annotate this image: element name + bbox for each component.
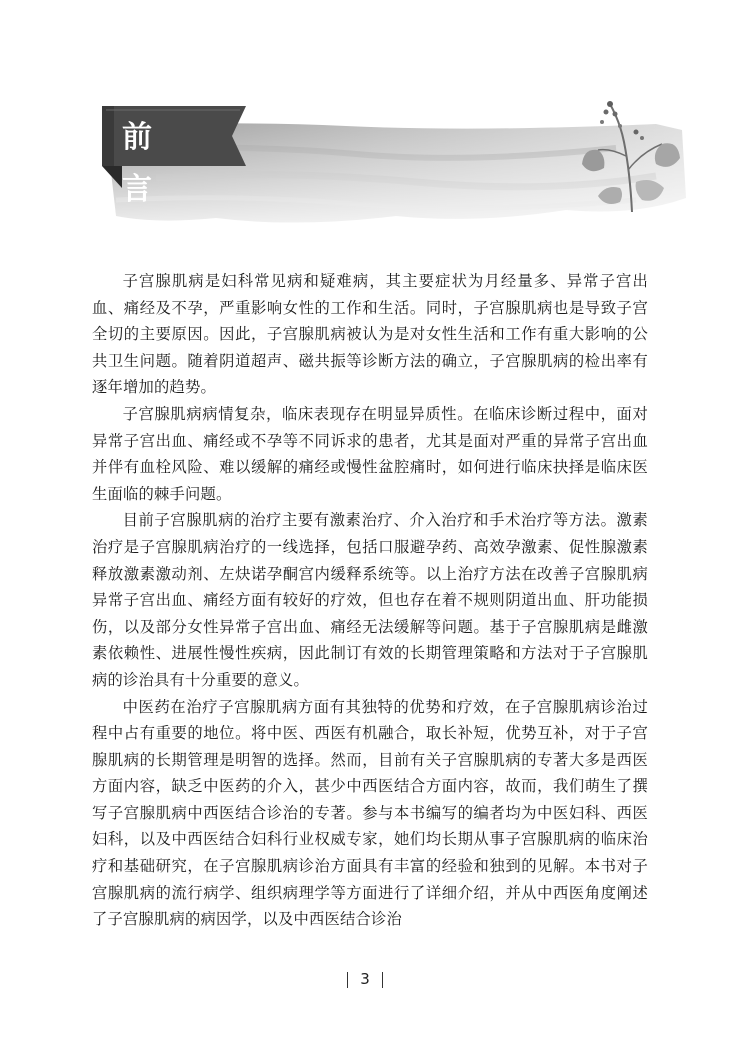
divider-right bbox=[382, 972, 383, 988]
page-number-footer bbox=[0, 970, 730, 988]
paragraph: 目前子宫腺肌病的治疗主要有激素治疗、介入治疗和手术治疗等方法。激素治疗是子宫腺肌病治疗的一线选择，包括口服避孕药、高效孕激素、促性腺激素释放激素激动剂、左炔诺孕酮宫内缓释系统等。以上治疗方法在改善子宫腺肌病异常子宫出血、痛经方面有较好的疗效，但也存在着不规则阴道出血、肝功能损伤，以及部分女性异常子宫出血、痛经无法缓解等问题。基于子宫腺肌病是雌激素依赖性、进展性慢性疾病，因此制订有效的长期管理策略和方法对于子宫腺肌病的诊治具有十分重要的意义。 bbox=[92, 511, 648, 689]
plant-icon bbox=[580, 92, 684, 214]
plant-illustration bbox=[580, 92, 684, 214]
paragraph: 子宫腺肌病是妇科常见病和疑难病，其主要症状为月经量多、异常子宫出血、痛经及不孕，严重影响女性的工作和生活。同时，子宫腺肌病也是导致子宫全切的主要原因。因此，子宫腺肌病被认为是对女性生活和工作有重大影响的公共卫生问题。随着阴道超声、磁共振等诊断方法的确立，子宫腺肌病的检出率有逐年增加的趋势。 bbox=[92, 272, 648, 397]
paragraph: 子宫腺肌病病情复杂，临床表现存在明显异质性。在临床诊断过程中，面对异常子宫出血、痛经或不孕等不同诉求的患者，尤其是面对严重的异常子宫出血并伴有血栓风险、难以缓解的痛经或慢性盆腔痛时，如何进行临床抉择是临床医生面临的棘手问题。 bbox=[92, 404, 648, 503]
preface-body bbox=[92, 268, 648, 933]
divider-left bbox=[347, 972, 348, 988]
page-number: 3 bbox=[360, 970, 370, 988]
page-title: 前 言 bbox=[122, 120, 168, 207]
paragraph: 中医药在治疗子宫腺肌病方面有其独特的优势和疗效，在子宫腺肌病诊治过程中占有重要的地位。将中医、西医有机融合，取长补短，优势互补，对于子宫腺肌病的长期管理是明智的选择。然而，目前有关子宫腺肌病的专著大多是西医方面内容，缺乏中医药的介入，甚少中西医结合方面内容，故而，我们萌生了撰写子宫腺肌病中西医结合诊治的专著。参与本书编写的编者均为中医妇科、西医妇科，以及中西医结合妇科行业权威专家，她们均长期从事子宫腺肌病的临床治疗和基础研究，在子宫腺肌病诊治方面具有丰富的经验和独到的见解。本书对子宫腺肌病的流行病学、组织病理学等方面进行了详细介绍，并从中西医角度阐述了子宫腺肌病的病因学，以及中西医结合诊治 bbox=[92, 697, 648, 929]
